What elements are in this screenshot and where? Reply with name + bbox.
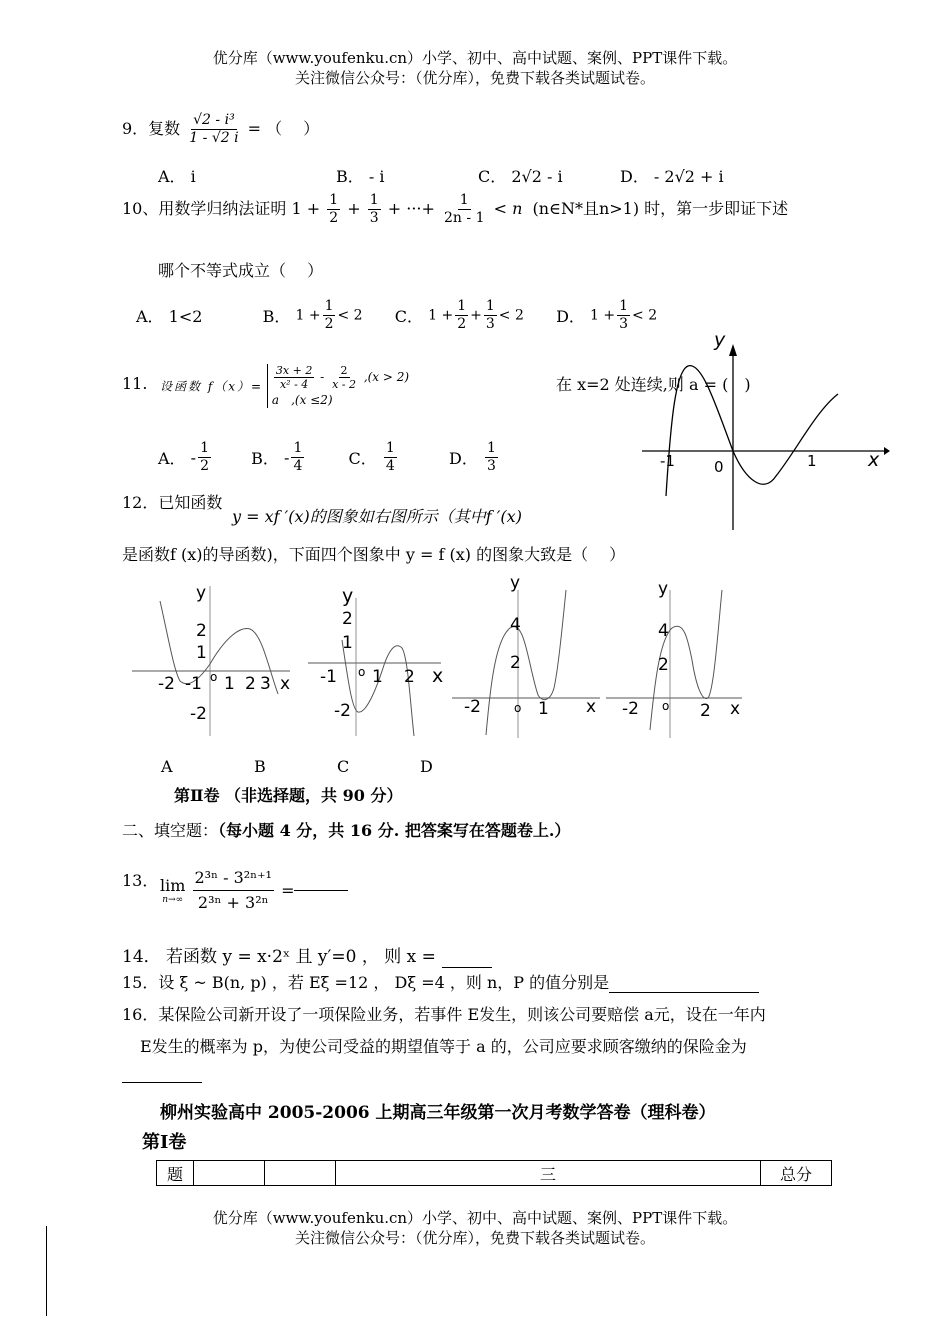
q16-answer-blank[interactable] [122, 1082, 202, 1083]
q13-lim-sub: n→∞ [162, 895, 184, 905]
graph-a-x2: 2 [245, 674, 256, 694]
score-table [156, 1160, 832, 1186]
q11-optc-frac [384, 440, 397, 475]
q12-formula: y = xf ′(x)的图象如右图所示（其中f ′(x) [232, 507, 522, 526]
graph-d [604, 570, 754, 740]
q13-denominator: 2³ⁿ + 3²ⁿ [197, 893, 269, 912]
q10-lt: < n [493, 199, 523, 218]
q10-number: 10、用数学归纳法证明 [122, 199, 287, 218]
q11-number: 11. [122, 374, 148, 393]
q13-fraction [193, 866, 274, 915]
graph-a-origin: o [210, 670, 218, 684]
q10-optc-den2: 3 [485, 316, 495, 332]
q10-options [136, 298, 657, 333]
graph-b-x2: 2 [404, 667, 415, 687]
graph-b [306, 580, 456, 740]
q12-line-2: 是函数f (x)的导函数)，下面四个图象中 y = f (x) 的图象大致是（ ） [122, 545, 626, 564]
q15-answer-blank[interactable] [609, 973, 759, 993]
graph-d-x2: 2 [700, 701, 711, 721]
q11-option-b: B． [251, 449, 279, 468]
q10-option-d-frac [617, 298, 630, 333]
header-line-2: 关注微信公众号：（优分库），免费下载各类试题试卷。 [294, 69, 655, 87]
score-table-row [157, 1161, 832, 1186]
graph-b-y: y [342, 585, 354, 607]
q16-line-2: E发生的概率为 p，为使公司受益的期望值等于 a 的，公司应要求顾客缴纳的保险金为 [140, 1037, 747, 1056]
footer-line-1: 优分库（www.youfenku.cn）小学、初中、高中试题、案例、PPT课件下载。 [212, 1209, 738, 1227]
q9-option-c: C． 2√2 - i [478, 167, 563, 186]
graph-c-x: x [586, 697, 597, 717]
q10-option-a: A． 1<2 [136, 307, 203, 326]
q11-case1-frac2 [330, 364, 358, 391]
graph-c-tick-2: 2 [510, 653, 521, 673]
graph-d-origin: o [662, 699, 670, 713]
graph-label-d: D [420, 757, 433, 776]
q11-optc-num: 1 [385, 440, 395, 456]
q9-fraction [187, 112, 240, 147]
q10-option-c-post: < 2 [498, 307, 524, 324]
score-col-question: 题 [157, 1161, 194, 1186]
q11-option-c: C． [348, 449, 377, 468]
q10-frac1-num: 1 [329, 192, 339, 208]
graph-b-x-neg1: -1 [320, 667, 337, 687]
graph-a-tick-1: 1 [196, 643, 207, 663]
q10-option-b-frac [323, 298, 336, 333]
q10-optb-num: 1 [324, 298, 334, 314]
q10-frac3-den: 2n - 1 [444, 210, 485, 226]
q9-option-b: B． - i [336, 167, 385, 186]
graph-tick-zero: 0 [714, 458, 724, 476]
q10-option-b-pre: 1 + [295, 307, 321, 324]
q9-option-a: A． i [158, 167, 196, 186]
graph-a-x1: 1 [224, 674, 235, 694]
graph-a-tick-neg2: -2 [190, 704, 207, 724]
graph-label-b: B [254, 757, 266, 776]
q11-options [158, 440, 500, 475]
q10-option-b-post: < 2 [337, 307, 363, 324]
graph-d-tick-4: 4 [658, 621, 669, 641]
question-15 [122, 970, 759, 993]
graph-c [450, 570, 602, 740]
q9-option-d: D． - 2√2 + i [620, 167, 724, 186]
graph-c-x-neg2: -2 [464, 697, 481, 717]
graph-a-y: y [196, 583, 207, 603]
q13-limit [160, 866, 348, 915]
graph-a-x3: 3 [260, 674, 271, 694]
graph-c-tick-4: 4 [510, 615, 521, 635]
q10-plus-2: + ···+ [387, 199, 435, 218]
score-col-2 [265, 1161, 336, 1186]
graph-c-y: y [510, 573, 521, 593]
q13-lim: lim [160, 876, 186, 895]
score-col-total: 总分 [761, 1161, 832, 1186]
q11-optd-num: 1 [486, 440, 496, 456]
section-2-title: 第Ⅱ卷 （非选择题，共 90 分） [174, 786, 403, 805]
q11-piecewise [160, 364, 409, 408]
q10-option-c-frac-1 [455, 298, 468, 333]
q13-answer-blank[interactable] [294, 890, 348, 891]
graph-b-origin: o [358, 665, 366, 679]
graph-c-origin: o [514, 701, 522, 715]
header-line-1: 优分库（www.youfenku.cn）小学、初中、高中试题、案例、PPT课件下载。 [212, 49, 738, 67]
q11-opta-frac [198, 440, 211, 475]
graph-a-x: x [280, 674, 291, 694]
q11-optd-frac [485, 440, 498, 475]
q11-optb-den: 4 [293, 458, 303, 474]
q12-number: 12．已知函数 [122, 493, 223, 512]
q10-option-c-label: C． [394, 307, 424, 326]
q11-opta-den: 2 [200, 458, 209, 474]
q11-opta-num: 1 [200, 440, 209, 456]
q10-optb-den: 2 [324, 316, 334, 332]
graph-a-tick-2: 2 [196, 621, 207, 641]
q10-option-d-pre: 1 + [590, 307, 616, 324]
graph-a-x-neg2: -2 [158, 674, 175, 694]
q10-option-c-frac-2 [484, 298, 497, 333]
q10-option-c-mid: + [470, 307, 482, 324]
graph-tick-1: 1 [807, 452, 817, 470]
graph-c-x1: 1 [538, 699, 549, 719]
q10-frac2-den: 3 [369, 210, 379, 226]
y-axis-arrow [729, 344, 737, 356]
x-axis-arrow [884, 447, 890, 455]
q10-optc-num2: 1 [485, 298, 495, 314]
xfprime-graph [636, 326, 890, 532]
part-1-title: 第Ⅰ卷 [142, 1132, 187, 1153]
q15-text: 15．设 ξ ~ B(n, p) ，若 Eξ =12 ， Dξ =4 ，则 n，P 的值分别是 [122, 973, 610, 992]
q10-optc-den1: 2 [457, 316, 467, 332]
q14-text: 14． 若函数 y = x·2ˣ 且 y′=0 ， 则 x = [122, 947, 436, 967]
q13-number: 13． [122, 871, 159, 890]
q10-option-b-label: B． [262, 307, 291, 326]
score-col-1 [194, 1161, 265, 1186]
graph-label-c: C [337, 757, 350, 776]
margin-line [46, 1226, 47, 1316]
q10-frac1-den: 2 [329, 210, 339, 226]
q9-denominator: 1 - √2 i [189, 130, 239, 146]
q10-option-d-post: < 2 [632, 307, 658, 324]
q11-optc-den: 4 [385, 458, 395, 474]
q11-case2: a ,(x ≤2) [271, 393, 333, 407]
q10-optd-den: 3 [619, 316, 629, 332]
fill-heading-label: 二、填空题： [122, 821, 219, 840]
q11-option-a: A． [158, 449, 186, 468]
q13-numerator: 2³ⁿ - 3²ⁿ⁺¹ [193, 866, 274, 891]
answer-sheet-title: 柳州实验高中 2005-2006 上期高三年级第一次月考数学答卷（理科卷） [160, 1103, 716, 1123]
q11-optb-num: 1 [293, 440, 303, 456]
fill-instructions: （每小题 4 分，共 16 分. 把答案写在答题卷上.） [218, 821, 571, 840]
q10-line-2: 哪个不等式成立（ ） [158, 261, 324, 280]
q11-c1-num: 3x + 2 [275, 364, 313, 377]
graph-tick-neg1: -1 [660, 452, 675, 470]
q11-optd-den: 3 [486, 458, 496, 474]
graph-d-x-neg2: -2 [622, 699, 639, 719]
q10-frac-1 [327, 192, 340, 227]
q10-frac-3 [442, 192, 486, 227]
q11-lead: 设函数 f（x）= [160, 379, 264, 394]
q14-answer-blank[interactable] [442, 947, 492, 968]
q11-opta-sign: - [190, 448, 197, 467]
q10-condition: (n∈N*且n>1) [532, 199, 640, 218]
graph-a-x-neg1: -1 [185, 674, 202, 694]
q10-frac2-num: 1 [369, 192, 379, 208]
q11-optb-sign: - [284, 448, 290, 467]
q11-c1-cond: ,(x > 2) [363, 370, 410, 384]
q10-optd-num: 1 [619, 298, 629, 314]
q10-optc-num1: 1 [457, 298, 467, 314]
q9-number: 9．复数 [122, 119, 181, 138]
q16-line-1: 16．某保险公司新开设了一项保险业务，若事件 E发生，则该公司要赔偿 a元，设在一年内 [122, 1005, 766, 1024]
graph-y-label: y [714, 329, 726, 351]
question-10 [122, 192, 788, 227]
q10-frac3-num: 1 [459, 192, 469, 208]
footer-line-2: 关注微信公众号：（优分库），免费下载各类试题试卷。 [294, 1229, 655, 1247]
q10-option-c-pre: 1 + [428, 307, 454, 324]
q11-c1-den: x² - 4 [279, 378, 309, 391]
q13-equals: = [281, 881, 295, 900]
score-col-3: 三 [336, 1161, 761, 1186]
graph-d-x: x [730, 699, 741, 719]
q9-tail: = （ ） [247, 119, 320, 138]
question-14 [122, 942, 492, 968]
q9-numerator: √2 - i³ [193, 112, 235, 128]
q10-plus-1: + [347, 199, 361, 218]
xfprime-curve [666, 366, 838, 496]
q10-expr-start: 1 + [291, 199, 321, 218]
graph-d-tick-2: 2 [658, 655, 669, 675]
q11-case1-frac1 [274, 364, 314, 391]
question-9 [122, 112, 319, 147]
graph-b-x: x [432, 665, 444, 687]
graph-b-tick-1: 1 [342, 633, 353, 653]
graph-a [130, 576, 300, 736]
graph-x-label: x [868, 449, 880, 471]
q11-tail: 在 x=2 处连续,则 a = ( ) [556, 375, 751, 394]
q11-option-d: D． [449, 449, 478, 468]
graph-label-a: A [161, 757, 173, 776]
graph-b-tick-neg2: -2 [334, 701, 351, 721]
q11-optb-frac [291, 440, 304, 475]
q11-c1-den2: x - 2 [332, 378, 356, 391]
q10-tail: 时，第一步即证下述 [644, 199, 789, 218]
graph-d-y: y [658, 579, 669, 599]
graph-b-tick-2: 2 [342, 609, 353, 629]
graph-b-x1: 1 [372, 667, 383, 687]
q10-frac-2 [368, 192, 381, 227]
fill-in-heading [122, 818, 570, 841]
q11-c1-minus: - [320, 370, 325, 384]
q10-option-d-label: D． [556, 307, 585, 326]
q11-c1-num2: 2 [340, 364, 348, 377]
